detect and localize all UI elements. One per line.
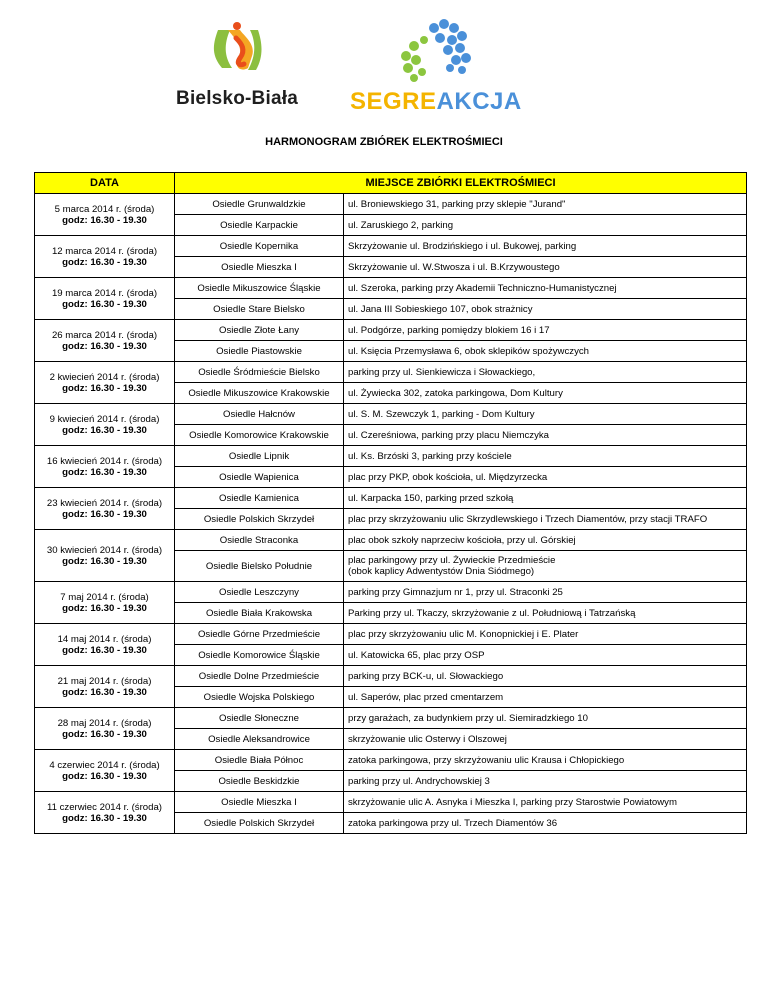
district-cell: Osiedle Leszczyny (175, 582, 344, 603)
district-cell: Osiedle Hałcnów (175, 404, 344, 425)
table-row (35, 488, 747, 509)
schedule-table (34, 172, 747, 834)
hours-text: godz: 16.30 - 19.30 (62, 508, 147, 520)
place-text: parking przy Gimnazjum nr 1, przy ul. Straconki 25 (348, 586, 563, 598)
hours-text: godz: 16.30 - 19.30 (62, 382, 147, 394)
district-cell: Osiedle Mikuszowice Krakowskie (175, 383, 344, 404)
place-text: ul. Karpacka 150, parking przed szkołą (348, 492, 514, 504)
place-cell (344, 582, 747, 603)
table-row (35, 362, 747, 383)
district-cell: Osiedle Beskidzkie (175, 771, 344, 792)
date-cell (35, 278, 175, 320)
district-cell: Osiedle Mieszka I (175, 792, 344, 813)
place-text: ul. Jana III Sobieskiego 107, obok strażnicy (348, 303, 533, 315)
place-text: plac przy PKP, obok kościoła, ul. Międzyrzecka (348, 471, 548, 483)
place-cell (344, 257, 747, 278)
district-cell: Osiedle Grunwaldzkie (175, 194, 344, 215)
district-cell: Osiedle Bielsko Południe (175, 551, 344, 582)
hours-text: godz: 16.30 - 19.30 (62, 728, 147, 740)
place-text: zatoka parkingowa, przy skrzyżowaniu ulic Krausa i Chłopickiego (348, 754, 625, 766)
table-row (35, 404, 747, 425)
place-cell (344, 446, 747, 467)
hours-text: godz: 16.30 - 19.30 (62, 424, 147, 436)
hours-text: godz: 16.30 - 19.30 (62, 602, 147, 614)
date-text: 28 maj 2014 r. (środa) (57, 717, 152, 729)
hours-text: godz: 16.30 - 19.30 (62, 812, 147, 824)
date-text: 5 marca 2014 r. (środa) (54, 203, 155, 215)
district-cell: Osiedle Mieszka I (175, 257, 344, 278)
district-cell: Osiedle Słoneczne (175, 708, 344, 729)
district-cell: Osiedle Górne Przedmieście (175, 624, 344, 645)
district-cell: Osiedle Polskich Skrzydeł (175, 813, 344, 834)
place-cell (344, 687, 747, 708)
place-text: ul. Czereśniowa, parking przy placu Niemczyka (348, 429, 550, 441)
table-row (35, 530, 747, 551)
table-row (35, 320, 747, 341)
place-text: ul. Saperów, plac przed cmentarzem (348, 691, 504, 703)
date-text: 12 marca 2014 r. (środa) (51, 245, 158, 257)
district-cell: Osiedle Polskich Skrzydeł (175, 509, 344, 530)
place-text: ul. Podgórze, parking pomiędzy blokiem 16 i 17 (348, 324, 550, 336)
place-cell (344, 362, 747, 383)
place-text: przy garażach, za budynkiem przy ul. Siemiradzkiego 10 (348, 712, 588, 724)
date-text: 21 maj 2014 r. (środa) (57, 675, 152, 687)
logos-header (152, 16, 624, 136)
header-date: DATA (35, 173, 175, 194)
place-cell (344, 404, 747, 425)
date-text: 7 maj 2014 r. (środa) (60, 591, 149, 603)
place-cell (344, 236, 747, 257)
date-cell (35, 194, 175, 236)
place-cell (344, 194, 747, 215)
district-cell: Osiedle Karpackie (175, 215, 344, 236)
date-cell (35, 792, 175, 834)
place-text: ul. Żywiecka 302, zatoka parkingowa, Dom Kultury (348, 387, 563, 399)
district-cell: Osiedle Piastowskie (175, 341, 344, 362)
page-title: HARMONOGRAM ZBIÓREK ELEKTROŚMIECI (265, 136, 503, 148)
place-text: plac przy skrzyżowaniu ulic M. Konopnickiej i E. Plater (348, 628, 579, 640)
district-cell: Osiedle Wapienica (175, 467, 344, 488)
place-text: ul. Ks. Brzóski 3, parking przy kościele (348, 450, 512, 462)
table-row (35, 708, 747, 729)
date-cell (35, 488, 175, 530)
place-cell (344, 813, 747, 834)
district-cell: Osiedle Straconka (175, 530, 344, 551)
hours-text: godz: 16.30 - 19.30 (62, 686, 147, 698)
place-cell (344, 341, 747, 362)
table-row (35, 446, 747, 467)
hours-text: godz: 16.30 - 19.30 (62, 555, 147, 567)
hours-text: godz: 16.30 - 19.30 (62, 214, 147, 226)
table-row (35, 194, 747, 215)
date-cell (35, 666, 175, 708)
district-cell: Osiedle Dolne Przedmieście (175, 666, 344, 687)
table-row (35, 278, 747, 299)
date-cell (35, 624, 175, 666)
place-text: Skrzyżowanie ul. Brodzińskiego i ul. Bukowej, parking (348, 240, 577, 252)
place-cell (344, 467, 747, 488)
place-cell (344, 488, 747, 509)
date-text: 14 maj 2014 r. (środa) (57, 633, 152, 645)
district-cell: Osiedle Biała Krakowska (175, 603, 344, 624)
district-cell: Osiedle Komorowice Krakowskie (175, 425, 344, 446)
place-text: plac przy skrzyżowaniu ulic Skrzydlewskiego i Trzech Diamentów, przy stacji TRAFO (348, 513, 708, 525)
table-header-row (35, 173, 747, 194)
district-cell: Osiedle Biała Północ (175, 750, 344, 771)
place-cell (344, 425, 747, 446)
place-text: zatoka parkingowa przy ul. Trzech Diamentów 36 (348, 817, 558, 829)
place-cell (344, 278, 747, 299)
district-cell: Osiedle Aleksandrowice (175, 729, 344, 750)
district-cell: Osiedle Mikuszowice Śląskie (175, 278, 344, 299)
date-text: 30 kwiecień 2014 r. (środa) (46, 544, 163, 556)
place-text: parking przy BCK-u, ul. Słowackiego (348, 670, 504, 682)
place-text: plac parkingowy przy ul. Żywieckie Przedmieście (348, 555, 556, 566)
recycle-dots-icon (344, 16, 534, 88)
place-cell (344, 320, 747, 341)
date-text: 16 kwiecień 2014 r. (środa) (46, 455, 163, 467)
date-cell (35, 404, 175, 446)
date-cell (35, 750, 175, 792)
district-cell: Osiedle Stare Bielsko (175, 299, 344, 320)
table-row (35, 582, 747, 603)
district-cell: Osiedle Wojska Polskiego (175, 687, 344, 708)
place-cell (344, 792, 747, 813)
place-text: ul. Zaruskiego 2, parking (348, 219, 454, 231)
date-text: 19 marca 2014 r. (środa) (51, 287, 158, 299)
district-cell: Osiedle Kopernika (175, 236, 344, 257)
place-cell (344, 530, 747, 551)
place-cell (344, 708, 747, 729)
place-cell (344, 624, 747, 645)
date-text: 4 czerwiec 2014 r. (środa) (49, 759, 160, 771)
place-cell (344, 771, 747, 792)
place-cell (344, 666, 747, 687)
hours-text: godz: 16.30 - 19.30 (62, 770, 147, 782)
place-text: skrzyżowanie ulic Osterwy i Olszowej (348, 733, 507, 745)
segreakcja-logo (344, 16, 534, 136)
place-cell (344, 551, 747, 582)
date-text: 9 kwiecień 2014 r. (środa) (49, 413, 160, 425)
header-place: MIEJSCE ZBIÓRKI ELEKTROŚMIECI (175, 173, 747, 194)
place-text: ul. S. M. Szewczyk 1, parking - Dom Kultury (348, 408, 535, 420)
hours-text: godz: 16.30 - 19.30 (62, 340, 147, 352)
place-text: Skrzyżowanie ul. W.Stwosza i ul. B.Krzywoustego (348, 261, 560, 273)
bielsko-biala-emblem-icon (152, 16, 322, 86)
date-text: 23 kwiecień 2014 r. (środa) (46, 497, 163, 509)
place-cell (344, 299, 747, 320)
place-text: parking przy ul. Sienkiewicza i Słowackiego, (348, 366, 536, 378)
place-text: ul. Katowicka 65, plac przy OSP (348, 649, 485, 661)
place-text-line2: (obok kaplicy Adwentystów Dnia Siódmego) (348, 566, 535, 577)
district-cell: Osiedle Złote Łany (175, 320, 344, 341)
date-cell (35, 362, 175, 404)
place-text: skrzyżowanie ulic A. Asnyka i Mieszka I, parking przy Starostwie Powiatowym (348, 796, 677, 808)
district-cell: Osiedle Śródmieście Bielsko (175, 362, 344, 383)
place-cell (344, 750, 747, 771)
date-cell (35, 582, 175, 624)
district-cell: Osiedle Lipnik (175, 446, 344, 467)
place-cell (344, 383, 747, 404)
date-text: 26 marca 2014 r. (środa) (51, 329, 158, 341)
place-text: parking przy ul. Andrychowskiej 3 (348, 775, 490, 787)
table-row (35, 666, 747, 687)
date-cell (35, 320, 175, 362)
date-text: 11 czerwiec 2014 r. (środa) (47, 801, 162, 813)
district-cell: Osiedle Kamienica (175, 488, 344, 509)
bielsko-biala-logo (152, 16, 322, 136)
date-cell (35, 708, 175, 750)
brand-wordmark: SEGREAKCJA (350, 88, 522, 115)
hours-text: godz: 16.30 - 19.30 (62, 466, 147, 478)
place-cell (344, 215, 747, 236)
place-text: Parking przy ul. Tkaczy, skrzyżowanie z ul. Południową i Tatrzańską (348, 607, 636, 619)
table-row (35, 750, 747, 771)
schedule-body (35, 194, 747, 834)
table-row (35, 624, 747, 645)
place-text: plac obok szkoły naprzeciw kościoła, przy ul. Górskiej (348, 534, 576, 546)
place-cell (344, 645, 747, 666)
date-cell (35, 446, 175, 488)
place-text: ul. Broniewskiego 31, parking przy sklepie "Jurand" (348, 198, 566, 210)
district-cell: Osiedle Komorowice Śląskie (175, 645, 344, 666)
place-cell (344, 603, 747, 624)
city-name: Bielsko-Biała (176, 88, 298, 109)
date-text: 2 kwiecień 2014 r. (środa) (49, 371, 160, 383)
hours-text: godz: 16.30 - 19.30 (62, 256, 147, 268)
place-cell (344, 729, 747, 750)
date-cell (35, 530, 175, 582)
place-cell (344, 509, 747, 530)
place-text: ul. Szeroka, parking przy Akademii Techniczno-Humanistycznej (348, 282, 617, 294)
table-row (35, 792, 747, 813)
table-row (35, 236, 747, 257)
place-text: ul. Księcia Przemysława 6, obok sklepików spożywczych (348, 345, 590, 357)
hours-text: godz: 16.30 - 19.30 (62, 298, 147, 310)
hours-text: godz: 16.30 - 19.30 (62, 644, 147, 656)
date-cell (35, 236, 175, 278)
